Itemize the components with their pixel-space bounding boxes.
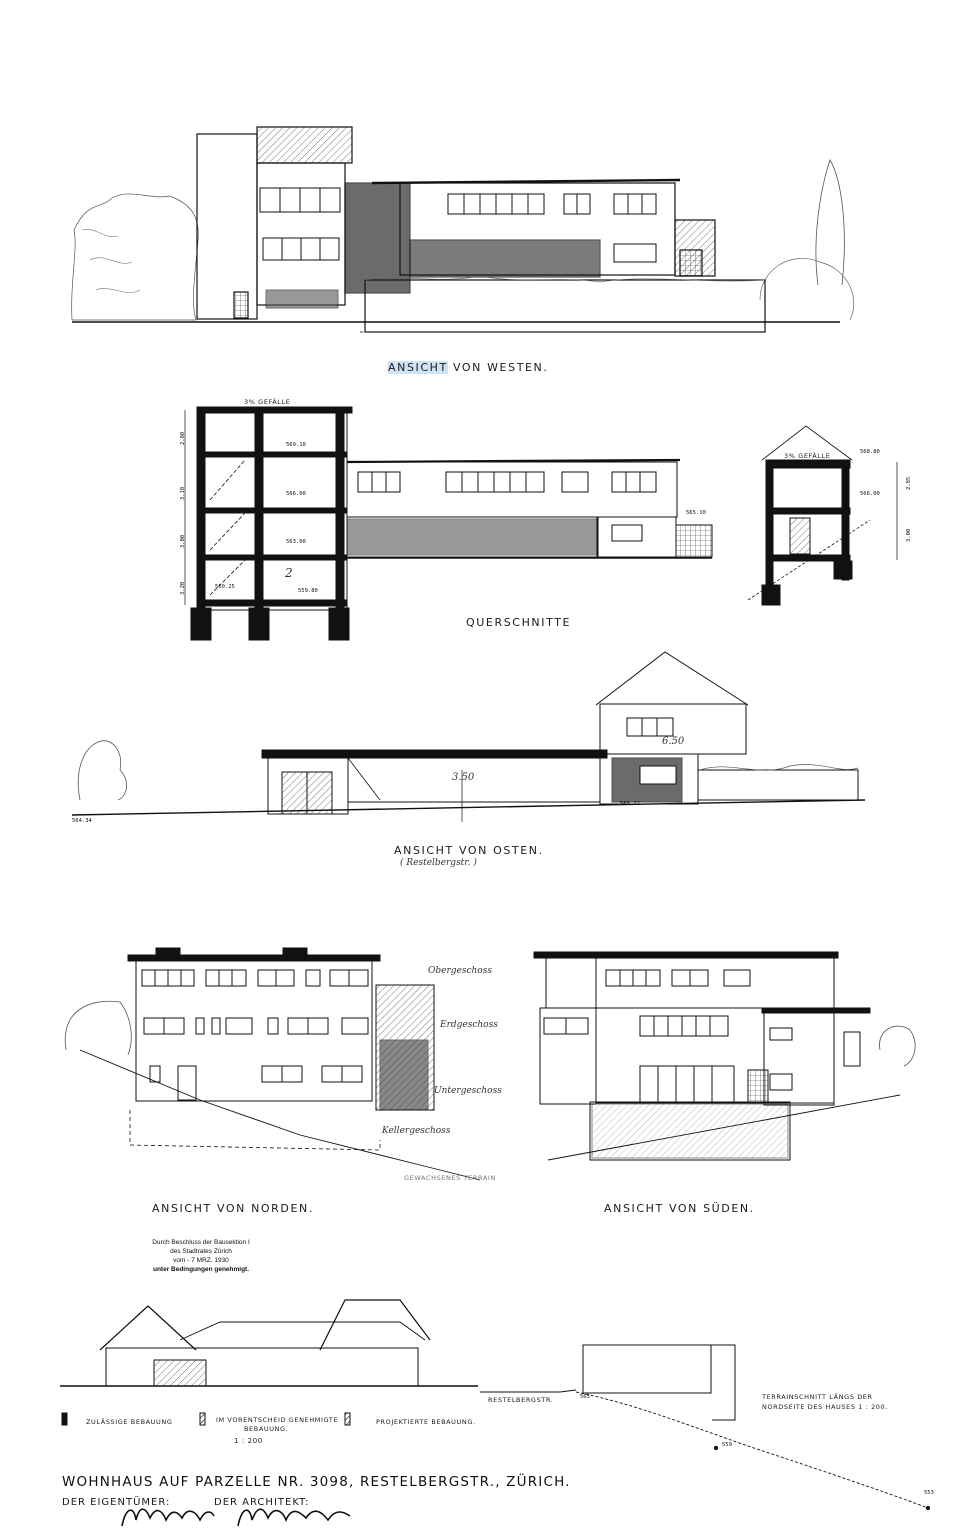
section-level-5: 559.80 [298,588,318,594]
north-elevation-title: ANSICHT VON NORDEN. [152,1202,314,1215]
west-title-highlight: ANSICHT [388,361,448,374]
section-level-1: 569.10 [286,442,306,448]
stamp-line-2: des Stadtrates Zürich [170,1248,232,1255]
west-stair-tower [197,134,257,319]
north-floor-note-1: Obergeschoss [428,966,492,976]
north-floor-note-3: Untergeschoss [434,1086,502,1096]
legend-item-2-line-2: BEBAUUNG. [244,1425,289,1433]
section-roof-note-right: 3% GEFÄLLE [784,452,831,460]
stamp-line-1: Durch Beschluss der Bausektion I [152,1239,250,1246]
north-floor-note-2: Erdgeschoss [440,1020,498,1030]
terrain-elevation-3: 553 [924,1490,934,1496]
section-dim-right-1: 2.85 [906,476,912,490]
north-floor-note-4: Kellergeschoss [382,1126,451,1136]
north-elevation [65,948,480,1180]
west-elevation-title [388,361,549,374]
east-gable [596,652,748,705]
section-dim-4: 3.20 [180,581,186,595]
section-dim-right-2: 3.00 [906,528,912,542]
section-level-7: 568.80 [860,449,880,455]
terrain-caption-line-1: TERRAINSCHNITT LÄNGS DER [762,1393,873,1401]
stamp-line-3: vom - 7 MRZ. 1930 [173,1257,229,1264]
west-vegetation-left [72,194,199,320]
west-garden-wall [365,280,765,332]
legend-scale: 1 : 200 [234,1437,263,1445]
east-level-left: 564.34 [72,818,92,824]
terrain-caption-line-2: NORDSEITE DES HAUSES 1 : 200. [762,1403,888,1411]
terrain-street-label: RESTELBERGSTR. [488,1396,554,1404]
legend-item-1: ZULÄSSIGE BEBAUUNG [86,1418,173,1426]
east-tree-left [78,741,126,800]
section-level-3: 563.00 [286,539,306,545]
legend-item-2-line-1: IM VORENTSCHEID GENEHMIGTE [216,1416,339,1424]
signatures [122,1509,350,1526]
section-dim-3: 3.00 [180,534,186,548]
section-level-8: 566.00 [860,491,880,497]
east-dim-1: 3.50 [452,772,475,783]
section-left [185,407,352,640]
north-boundary-note: GEWACHSENES TERRAIN [404,1174,496,1182]
north-main-block [136,961,372,1101]
section-room-mark: 2 [285,566,293,580]
section-dim-1: 2.80 [180,431,186,445]
east-elevation-title: ANSICHT VON OSTEN. [394,844,544,857]
section-dim-2: 3.10 [180,486,186,500]
architect-label: DER ARCHITEKT: [214,1497,310,1508]
north-windows [142,970,368,1100]
east-level-right: 565.72 [620,801,640,807]
section-title: QUERSCHNITTE [466,616,572,629]
south-elevation-title: ANSICHT VON SÜDEN. [604,1202,755,1215]
legend-item-3: PROJEKTIERTE BEBAUUNG. [376,1418,476,1426]
west-upper-block [257,163,345,305]
east-elevation-subtitle: ( Restelbergstr. ) [400,858,477,868]
terrain-elevation-1: 565 [580,1394,590,1400]
west-elevation [72,127,854,332]
east-elevation [72,652,865,822]
west-title-rest: VON WESTEN. [452,361,549,374]
section-level-4: 560.25 [215,584,235,590]
approval-stamp [146,1238,256,1274]
site-section [60,1300,478,1425]
stamp-line-4: unter Bedingungen genehmigt. [152,1266,250,1273]
east-dim-2: 6.50 [662,736,685,747]
project-title: WOHNHAUS AUF PARZELLE NR. 3098, RESTELBERGSTR., ZÜRICH. [62,1474,571,1490]
owner-label: DER EIGENTÜMER: [62,1497,171,1508]
section-level-6: 565.10 [686,510,706,516]
section-middle [347,460,712,558]
west-tree-right [816,160,844,285]
south-elevation [534,952,915,1160]
section-roof-note-left: 3% GEFÄLLE [244,398,291,406]
section-level-2: 566.00 [286,491,306,497]
terrain-elevation-2: 559 [722,1442,732,1448]
